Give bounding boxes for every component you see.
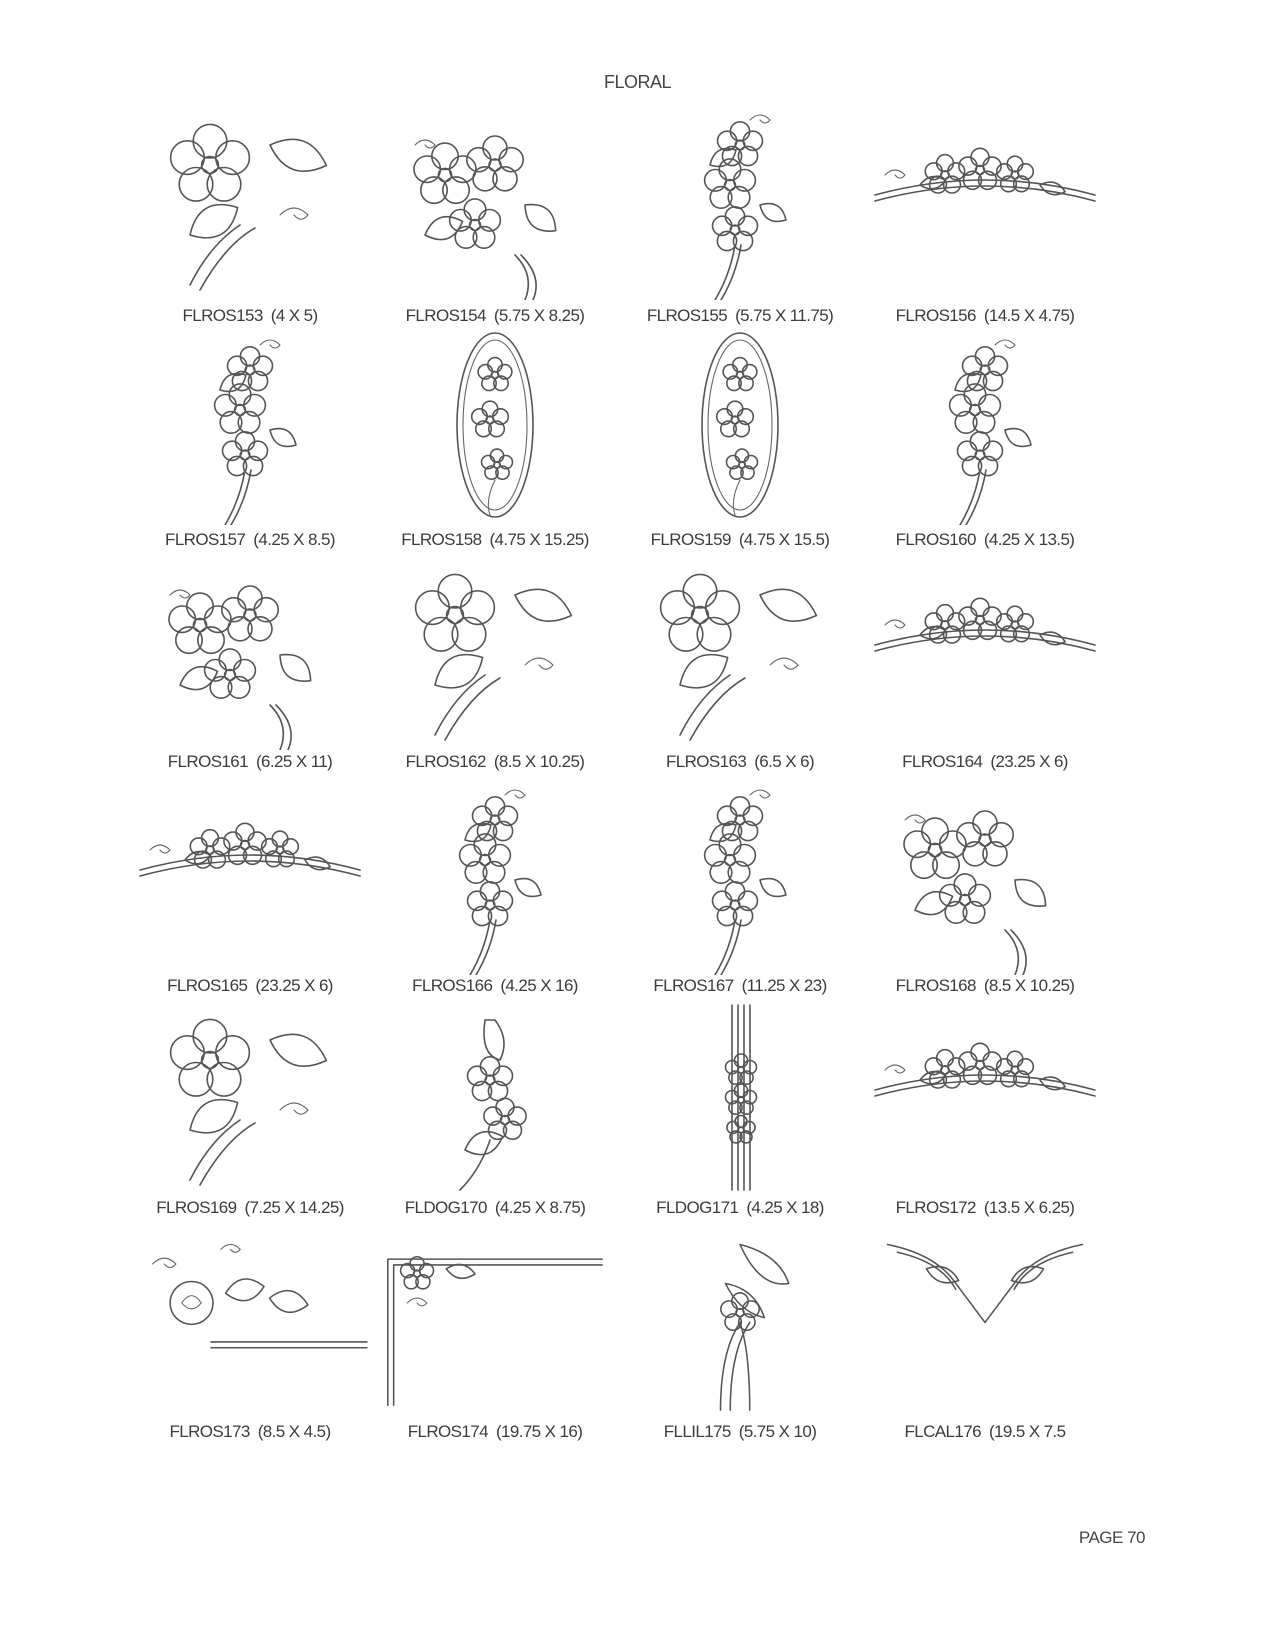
- design-code: FLROS169: [156, 1198, 237, 1217]
- design-size: (5.75 X 11.75): [735, 306, 834, 325]
- design-size: (13.5 X 6.25): [983, 1198, 1075, 1217]
- flower-vine-icon: [620, 780, 860, 975]
- design-caption: [365, 1198, 625, 1218]
- design-caption: [120, 976, 380, 996]
- design-code: FLROS165: [167, 976, 248, 995]
- rose-corner-icon: [130, 1225, 370, 1415]
- dogwood-bar-icon: [620, 1000, 860, 1195]
- page-title: FLORAL: [603, 72, 672, 92]
- design-caption: [855, 306, 1115, 326]
- calla-pair-icon: [865, 1225, 1105, 1415]
- flower-cluster-icon: [375, 105, 615, 300]
- flower-corner-icon: [375, 555, 615, 750]
- design-caption: [610, 976, 870, 996]
- flower-vine-icon: [620, 105, 860, 300]
- flower-cluster-icon: [130, 555, 370, 750]
- lily-icon: [620, 1225, 860, 1415]
- design-size: (4 X 5): [270, 306, 318, 325]
- design-caption: [610, 1422, 870, 1442]
- design-size: (23.25 X 6): [990, 752, 1068, 771]
- design-code: FLROS158: [401, 530, 482, 549]
- design-size: (8.5 X 10.25): [983, 976, 1075, 995]
- design-size: (5.75 X 8.25): [493, 306, 585, 325]
- design-code: FLROS174: [407, 1422, 488, 1441]
- design-caption: [365, 1422, 625, 1442]
- design-code: FLLIL175: [663, 1422, 731, 1441]
- design-code: FLROS166: [412, 976, 493, 995]
- design-code: FLCAL176: [904, 1422, 981, 1441]
- design-caption: [120, 1198, 380, 1218]
- design-code: FLROS162: [405, 752, 486, 771]
- design-caption: [855, 752, 1115, 772]
- design-code: FLDOG170: [404, 1198, 487, 1217]
- frame-corner-icon: [375, 1225, 615, 1415]
- design-size: (4.75 X 15.5): [738, 530, 830, 549]
- flower-swoop-icon: [865, 555, 1105, 750]
- design-code: FLROS172: [895, 1198, 976, 1217]
- design-code: FLROS167: [653, 976, 734, 995]
- design-code: FLROS159: [650, 530, 731, 549]
- design-caption: [120, 530, 380, 550]
- design-code: FLROS160: [895, 530, 976, 549]
- flower-vine-icon: [865, 330, 1105, 525]
- flower-cluster-icon: [865, 780, 1105, 975]
- design-caption: [610, 530, 870, 550]
- design-size: (6.25 X 11): [256, 752, 333, 771]
- design-caption: [610, 306, 870, 326]
- design-code: FLROS161: [167, 752, 248, 771]
- design-caption: [120, 306, 380, 326]
- dogwood-icon: [375, 1000, 615, 1195]
- design-size: (4.25 X 16): [500, 976, 578, 995]
- flower-oval-icon: [620, 330, 860, 525]
- design-code: FLROS155: [646, 306, 728, 325]
- design-size: (6.5 X 6): [754, 752, 815, 771]
- design-size: (7.25 X 14.25): [244, 1198, 344, 1217]
- flower-oval-icon: [375, 330, 615, 525]
- design-code: FLROS173: [169, 1422, 250, 1441]
- design-code: FLROS156: [895, 306, 976, 325]
- design-caption: [610, 1198, 870, 1218]
- design-size: (23.25 X 6): [255, 976, 333, 995]
- design-size: (8.5 X 4.5): [257, 1422, 331, 1441]
- design-size: (5.75 X 10): [738, 1422, 817, 1441]
- design-code: FLROS163: [665, 752, 747, 771]
- design-caption: [855, 976, 1115, 996]
- design-size: (4.25 X 8.75): [494, 1198, 586, 1217]
- flower-vine-icon: [130, 330, 370, 525]
- design-size: (4.25 X 8.5): [253, 530, 335, 549]
- flower-swoop-icon: [865, 1000, 1105, 1195]
- design-size: (14.5 X 4.75): [983, 306, 1075, 325]
- design-size: (11.25 X 23): [741, 976, 827, 995]
- design-size: (4.25 X 13.5): [983, 530, 1075, 549]
- design-caption: [120, 752, 380, 772]
- flower-swoop-icon: [865, 105, 1105, 300]
- design-caption: [855, 1198, 1115, 1218]
- flower-swoop-icon: [130, 780, 370, 975]
- design-caption: [610, 752, 870, 772]
- flower-corner-icon: [620, 555, 860, 750]
- design-code: FLROS153: [182, 306, 263, 325]
- design-size: (19.75 X 16): [495, 1422, 583, 1441]
- design-caption: [365, 976, 625, 996]
- design-code: FLDOG171: [656, 1198, 739, 1217]
- design-code: FLROS157: [165, 530, 246, 549]
- design-code: FLROS168: [895, 976, 976, 995]
- design-size: (8.5 X 10.25): [493, 752, 585, 771]
- flower-corner-icon: [130, 1000, 370, 1195]
- flower-corner-icon: [130, 105, 370, 300]
- design-size: (4.75 X 15.25): [489, 530, 589, 549]
- design-caption: [855, 1422, 1115, 1442]
- design-code: FLROS164: [902, 752, 983, 771]
- design-caption: [120, 1422, 380, 1442]
- design-size: (19.5 X 7.5: [988, 1422, 1066, 1441]
- design-size: (4.25 X 18): [746, 1198, 824, 1217]
- design-caption: [365, 752, 625, 772]
- design-caption: [365, 306, 625, 326]
- design-caption: [855, 530, 1115, 550]
- flower-vine-icon: [375, 780, 615, 975]
- design-code: FLROS154: [405, 306, 486, 325]
- design-caption: [365, 530, 625, 550]
- page-number: PAGE 70: [1078, 1528, 1145, 1547]
